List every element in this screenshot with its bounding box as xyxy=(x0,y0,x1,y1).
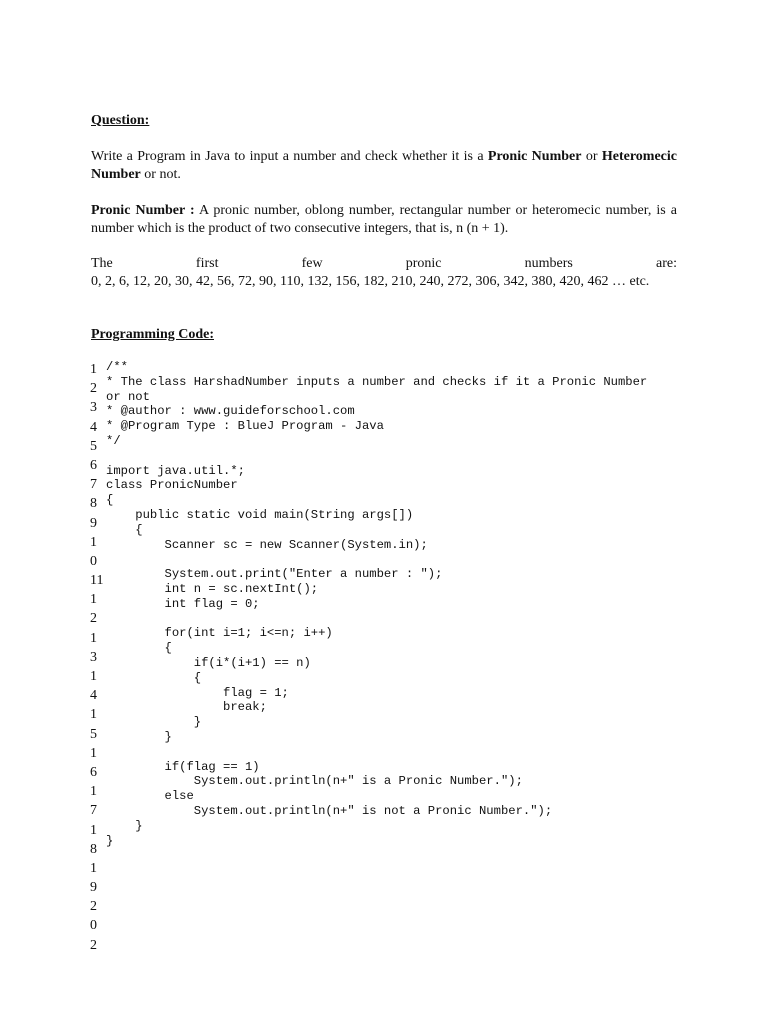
code-line xyxy=(106,612,686,627)
code-line: flag = 1; xyxy=(106,685,289,700)
definition-paragraph xyxy=(91,202,677,238)
line-number: 2 xyxy=(90,381,97,397)
intro-text-c: or not. xyxy=(140,167,181,182)
code-line: int n = sc.nextInt(); xyxy=(106,581,319,596)
line-number: 4 xyxy=(90,419,97,435)
line-number: 0 xyxy=(90,918,97,934)
code-block xyxy=(106,360,686,848)
code-line: or not xyxy=(106,389,150,404)
first-few-word: pronic xyxy=(405,256,442,271)
line-number: 2 xyxy=(90,611,97,627)
code-line: /** xyxy=(106,360,128,374)
definition-term: Pronic Number : xyxy=(91,203,195,218)
line-number: 1 xyxy=(90,745,97,761)
code-line: * The class HarshadNumber inputs a number and checks if it a Pronic Number xyxy=(106,374,648,389)
code-line: } xyxy=(106,729,172,744)
line-number: 5 xyxy=(90,726,97,742)
line-number: 3 xyxy=(90,649,97,665)
code-line: { xyxy=(106,522,143,537)
line-number: 1 xyxy=(90,630,97,646)
code-line: { xyxy=(106,670,202,685)
question-heading: Question: xyxy=(91,113,150,128)
code-line: } xyxy=(106,715,202,730)
line-number: 3 xyxy=(90,400,97,416)
line-number: 8 xyxy=(90,496,97,512)
line-number: 1 xyxy=(90,860,97,876)
first-few-word: are: xyxy=(656,256,677,271)
line-number: 1 xyxy=(90,669,97,684)
line-number: 9 xyxy=(90,515,97,531)
first-few-word: numbers xyxy=(524,256,573,271)
line-number-column xyxy=(90,360,104,955)
line-number: 1 xyxy=(90,592,97,608)
first-few-word: first xyxy=(195,256,219,271)
code-line: if(i*(i+1) == n) xyxy=(106,655,311,670)
line-number: 7 xyxy=(90,803,97,819)
code-line: else xyxy=(106,789,194,804)
code-line: class PronicNumber xyxy=(106,478,238,493)
code-line: * @author : www.guideforschool.com xyxy=(106,404,355,419)
intro-bold-pronic: Pronic Number xyxy=(487,149,582,164)
intro-paragraph xyxy=(91,148,677,184)
line-number: 8 xyxy=(90,841,97,857)
code-line: System.out.println(n+" is a Pronic Number."); xyxy=(106,774,523,789)
code-line: System.out.print("Enter a number : "); xyxy=(106,567,443,582)
intro-text-b: or xyxy=(581,149,602,164)
line-number: 0 xyxy=(90,553,97,569)
line-number: 4 xyxy=(90,688,97,704)
code-line: break; xyxy=(106,700,267,715)
line-number: 6 xyxy=(90,764,97,780)
code-line xyxy=(106,745,686,760)
line-number: 1 xyxy=(90,707,97,723)
programming-code-heading: Programming Code: xyxy=(91,327,214,342)
line-number: 1 xyxy=(90,822,97,838)
first-few-word: The xyxy=(91,256,113,271)
code-line: */ xyxy=(106,433,121,448)
code-line xyxy=(106,552,686,567)
line-number: 5 xyxy=(90,438,97,454)
code-line: for(int i=1; i<=n; i++) xyxy=(106,626,333,641)
line-number: 7 xyxy=(90,477,97,493)
code-line: } xyxy=(106,818,143,833)
code-line: Scanner sc = new Scanner(System.in); xyxy=(106,537,428,552)
code-line: * @Program Type : BlueJ Program - Java xyxy=(106,419,384,434)
line-number: 6 xyxy=(90,457,97,473)
line-number: 1 xyxy=(90,362,97,377)
line-number: 2 xyxy=(90,899,97,915)
line-number: 11 xyxy=(90,573,104,589)
intro-text-a: Write a Program in Java to input a number and check whether it is a xyxy=(91,149,488,164)
code-line: public static void main(String args[]) xyxy=(106,507,414,522)
code-line: { xyxy=(106,641,172,656)
line-number: 2 xyxy=(90,937,97,953)
code-line xyxy=(106,449,686,464)
code-line: System.out.println(n+" is not a Pronic Number."); xyxy=(106,803,553,818)
code-line: { xyxy=(106,493,114,508)
line-number: 1 xyxy=(90,534,97,550)
code-line: int flag = 0; xyxy=(106,596,260,611)
code-line: if(flag == 1) xyxy=(106,759,260,774)
line-number: 9 xyxy=(90,880,97,896)
pronic-number-list: 0, 2, 6, 12, 20, 30, 42, 56, 72, 90, 110, 132, 156, 182, 210, 240, 272, 306, 342, 380, 420, 462 … etc. xyxy=(91,274,650,289)
code-line: } xyxy=(106,833,114,848)
first-few-line xyxy=(91,256,677,272)
code-line: import java.util.*; xyxy=(106,463,245,478)
first-few-word: few xyxy=(301,256,323,271)
line-number: 1 xyxy=(90,784,97,800)
intro-bold-heteromecic: Heteromecic Number xyxy=(91,149,677,182)
definition-text: A pronic number, oblong number, rectangular number or heteromecic number, is a number which is the product of two consecutive integers, that is, n (n + 1). xyxy=(91,203,677,236)
